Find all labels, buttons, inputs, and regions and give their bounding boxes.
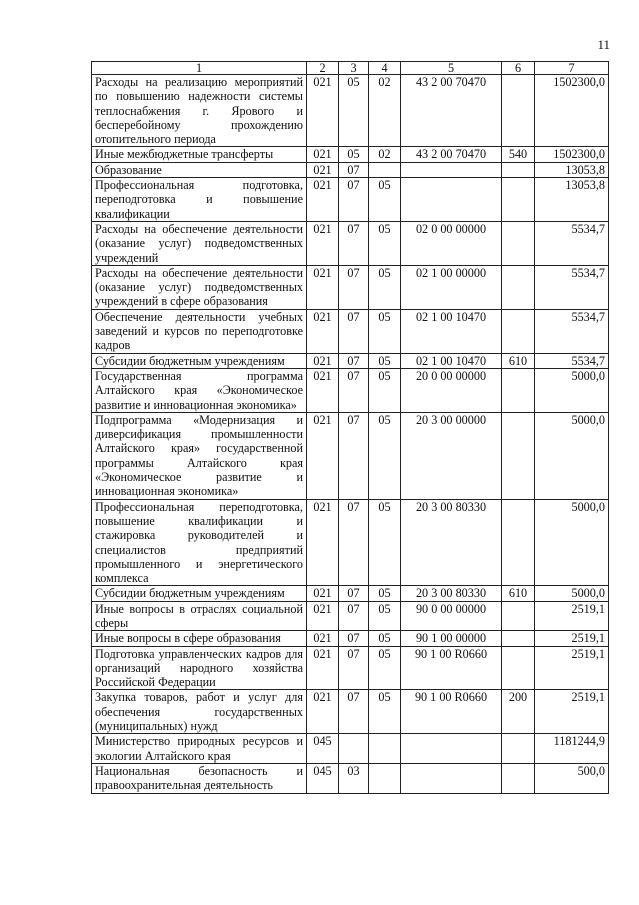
- cell-admin-code: 021: [307, 162, 339, 177]
- table-row: [92, 690, 609, 734]
- cell-expense-type: [502, 646, 535, 690]
- cell-subsection: 05: [369, 690, 401, 734]
- cell-section: 07: [339, 412, 369, 499]
- cell-amount: 1181244,9: [535, 734, 609, 764]
- header-cell: 2: [307, 62, 339, 75]
- table-row: [92, 368, 609, 412]
- cell-admin-code: 021: [307, 221, 339, 265]
- cell-name: Образование: [92, 162, 307, 177]
- cell-target-article: 02 1 00 10470: [401, 309, 502, 353]
- cell-section: 07: [339, 631, 369, 646]
- table-row: [92, 265, 609, 309]
- cell-subsection: 05: [369, 631, 401, 646]
- table-row: [92, 221, 609, 265]
- cell-section: 07: [339, 221, 369, 265]
- cell-amount: 5534,7: [535, 309, 609, 353]
- cell-subsection: 02: [369, 75, 401, 147]
- cell-section: 07: [339, 178, 369, 222]
- cell-expense-type: 540: [502, 147, 535, 162]
- cell-section: 07: [339, 265, 369, 309]
- cell-target-article: [401, 162, 502, 177]
- cell-admin-code: 021: [307, 586, 339, 601]
- cell-name: Национальная безопасность и правоохранительная деятельность: [92, 763, 307, 793]
- cell-target-article: 02 1 00 00000: [401, 265, 502, 309]
- cell-name: Расходы на обеспечение деятельности (оказание услуг) подведомственных учреждений: [92, 221, 307, 265]
- cell-admin-code: 021: [307, 353, 339, 368]
- cell-expense-type: 200: [502, 690, 535, 734]
- cell-amount: 1502300,0: [535, 147, 609, 162]
- table-row: [92, 178, 609, 222]
- cell-name: Субсидии бюджетным учреждениям: [92, 586, 307, 601]
- cell-expense-type: 610: [502, 586, 535, 601]
- cell-section: 07: [339, 162, 369, 177]
- cell-name: Профессиональная подготовка, переподготовка и повышение квалификации: [92, 178, 307, 222]
- header-cell: 7: [535, 62, 609, 75]
- cell-amount: 5534,7: [535, 221, 609, 265]
- cell-target-article: 20 3 00 80330: [401, 499, 502, 586]
- cell-target-article: 90 1 00 00000: [401, 631, 502, 646]
- cell-amount: 5000,0: [535, 368, 609, 412]
- cell-expense-type: [502, 601, 535, 631]
- cell-target-article: 20 3 00 80330: [401, 586, 502, 601]
- cell-name: Профессиональная переподготовка, повышение квалификации и стажировка руководителей и специалистов предприятий промышленного и энергетического комплекса: [92, 499, 307, 586]
- cell-expense-type: [502, 734, 535, 764]
- cell-section: 05: [339, 147, 369, 162]
- cell-admin-code: 021: [307, 178, 339, 222]
- table-row: [92, 353, 609, 368]
- cell-section: 03: [339, 763, 369, 793]
- header-cell: 6: [502, 62, 535, 75]
- cell-amount: 2519,1: [535, 601, 609, 631]
- cell-name: Обеспечение деятельности учебных заведений и курсов по переподготовке кадров: [92, 309, 307, 353]
- cell-subsection: [369, 162, 401, 177]
- cell-subsection: 05: [369, 221, 401, 265]
- cell-subsection: 02: [369, 147, 401, 162]
- cell-expense-type: [502, 178, 535, 222]
- cell-expense-type: [502, 412, 535, 499]
- cell-target-article: 90 1 00 R0660: [401, 646, 502, 690]
- cell-expense-type: [502, 368, 535, 412]
- cell-target-article: 43 2 00 70470: [401, 75, 502, 147]
- cell-amount: 5534,7: [535, 353, 609, 368]
- header-cell: 5: [401, 62, 502, 75]
- cell-name: Подготовка управленческих кадров для организаций народного хозяйства Российской Федерации: [92, 646, 307, 690]
- cell-name: Министерство природных ресурсов и экологии Алтайского края: [92, 734, 307, 764]
- cell-amount: 5000,0: [535, 586, 609, 601]
- cell-target-article: [401, 763, 502, 793]
- cell-subsection: 05: [369, 309, 401, 353]
- cell-amount: 500,0: [535, 763, 609, 793]
- cell-admin-code: 021: [307, 147, 339, 162]
- cell-admin-code: 021: [307, 368, 339, 412]
- table-row: [92, 499, 609, 586]
- header-cell: 1: [92, 62, 307, 75]
- cell-expense-type: [502, 631, 535, 646]
- cell-target-article: [401, 178, 502, 222]
- table-row: [92, 162, 609, 177]
- cell-amount: 13053,8: [535, 178, 609, 222]
- cell-amount: 2519,1: [535, 690, 609, 734]
- cell-name: Расходы на реализацию мероприятий по повышению надежности системы теплоснабжения г. Ярового и бесперебойному прохождению отопительного периода: [92, 75, 307, 147]
- cell-expense-type: [502, 221, 535, 265]
- cell-expense-type: [502, 763, 535, 793]
- cell-section: 07: [339, 499, 369, 586]
- cell-target-article: 02 1 00 10470: [401, 353, 502, 368]
- cell-section: 07: [339, 368, 369, 412]
- cell-subsection: 05: [369, 586, 401, 601]
- header-cell: 3: [339, 62, 369, 75]
- table-row: [92, 631, 609, 646]
- cell-name: Иные вопросы в отраслях социальной сферы: [92, 601, 307, 631]
- cell-admin-code: 021: [307, 631, 339, 646]
- cell-admin-code: 021: [307, 601, 339, 631]
- table-row: [92, 601, 609, 631]
- cell-expense-type: [502, 75, 535, 147]
- cell-subsection: 05: [369, 265, 401, 309]
- cell-target-article: [401, 734, 502, 764]
- cell-amount: 2519,1: [535, 646, 609, 690]
- cell-target-article: 43 2 00 70470: [401, 147, 502, 162]
- table-row: [92, 646, 609, 690]
- cell-subsection: 05: [369, 601, 401, 631]
- cell-subsection: [369, 763, 401, 793]
- page-number: 11: [597, 37, 610, 52]
- header-cell: 4: [369, 62, 401, 75]
- cell-section: 07: [339, 646, 369, 690]
- cell-admin-code: 021: [307, 75, 339, 147]
- cell-name: Иные межбюджетные трансферты: [92, 147, 307, 162]
- cell-admin-code: 021: [307, 499, 339, 586]
- table-row: [92, 412, 609, 499]
- cell-subsection: 05: [369, 353, 401, 368]
- cell-subsection: [369, 734, 401, 764]
- cell-admin-code: 021: [307, 646, 339, 690]
- table-row: [92, 75, 609, 147]
- cell-expense-type: [502, 265, 535, 309]
- cell-admin-code: 021: [307, 265, 339, 309]
- cell-amount: 5000,0: [535, 412, 609, 499]
- cell-section: 07: [339, 601, 369, 631]
- cell-subsection: 05: [369, 499, 401, 586]
- cell-admin-code: 045: [307, 763, 339, 793]
- cell-admin-code: 045: [307, 734, 339, 764]
- cell-name: Закупка товаров, работ и услуг для обеспечения государственных (муниципальных) нужд: [92, 690, 307, 734]
- cell-amount: 5000,0: [535, 499, 609, 586]
- cell-section: 07: [339, 690, 369, 734]
- cell-expense-type: [502, 499, 535, 586]
- cell-name: Иные вопросы в сфере образования: [92, 631, 307, 646]
- table-row: [92, 586, 609, 601]
- cell-expense-type: [502, 162, 535, 177]
- cell-target-article: 20 0 00 00000: [401, 368, 502, 412]
- cell-amount: 1502300,0: [535, 75, 609, 147]
- cell-subsection: 05: [369, 178, 401, 222]
- cell-name: Расходы на обеспечение деятельности (оказание услуг) подведомственных учреждений в сфере образования: [92, 265, 307, 309]
- cell-name: Подпрограмма «Модернизация и диверсификация промышленности Алтайского края» государственной программы Алтайского края «Экономическое развитие и инновационная экономика»: [92, 412, 307, 499]
- cell-target-article: 02 0 00 00000: [401, 221, 502, 265]
- cell-amount: 2519,1: [535, 631, 609, 646]
- budget-table: [91, 61, 609, 794]
- cell-expense-type: [502, 309, 535, 353]
- table-row: [92, 147, 609, 162]
- cell-section: 05: [339, 75, 369, 147]
- table-row: [92, 763, 609, 793]
- cell-section: 07: [339, 353, 369, 368]
- table-header-row: [92, 62, 609, 75]
- cell-admin-code: 021: [307, 309, 339, 353]
- cell-target-article: 90 1 00 R0660: [401, 690, 502, 734]
- cell-amount: 5534,7: [535, 265, 609, 309]
- cell-section: [339, 734, 369, 764]
- cell-name: Государственная программа Алтайского края «Экономическое развитие и инновационная экономика»: [92, 368, 307, 412]
- cell-target-article: 20 3 00 00000: [401, 412, 502, 499]
- cell-amount: 13053,8: [535, 162, 609, 177]
- cell-target-article: 90 0 00 00000: [401, 601, 502, 631]
- cell-name: Субсидии бюджетным учреждениям: [92, 353, 307, 368]
- cell-admin-code: 021: [307, 412, 339, 499]
- cell-section: 07: [339, 586, 369, 601]
- table-row: [92, 734, 609, 764]
- cell-subsection: 05: [369, 646, 401, 690]
- cell-admin-code: 021: [307, 690, 339, 734]
- cell-section: 07: [339, 309, 369, 353]
- cell-expense-type: 610: [502, 353, 535, 368]
- cell-subsection: 05: [369, 412, 401, 499]
- table-row: [92, 309, 609, 353]
- cell-subsection: 05: [369, 368, 401, 412]
